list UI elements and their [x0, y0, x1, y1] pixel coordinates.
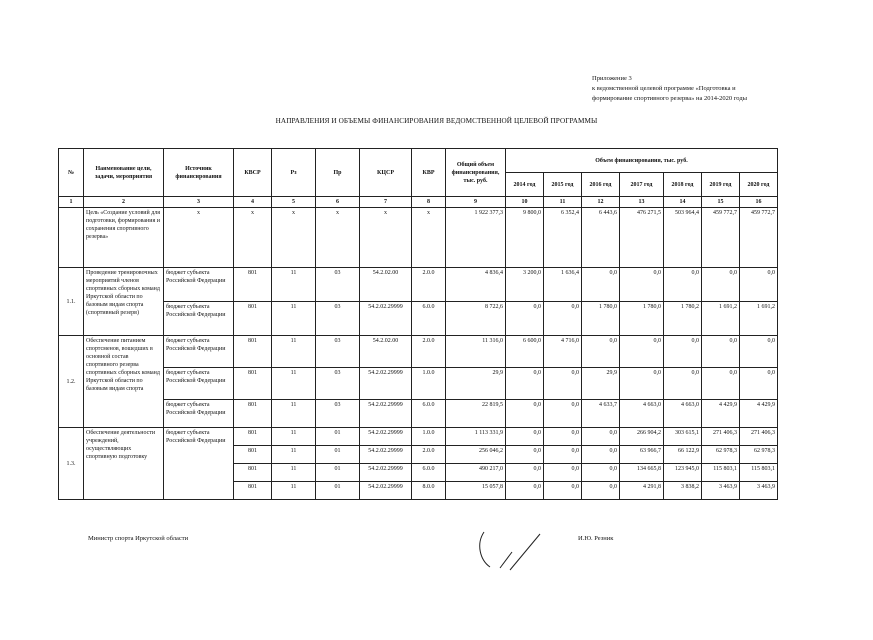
column-number: 16: [740, 197, 778, 208]
goal-x: х: [412, 208, 446, 268]
group-num: 1.2.: [59, 336, 84, 428]
row-year-value: 0,0: [664, 336, 702, 368]
table-row: [59, 302, 778, 336]
row-year-value: 0,0: [544, 368, 582, 400]
goal-x: х: [360, 208, 412, 268]
column-number: 9: [446, 197, 506, 208]
row-year-value: 0,0: [544, 428, 582, 446]
row-kvsr: 801: [234, 400, 272, 428]
row-kvr: 6.0.0: [412, 464, 446, 482]
row-total: 29,9: [446, 368, 506, 400]
row-year-value: 0,0: [740, 268, 778, 302]
column-number: 3: [164, 197, 234, 208]
row-year-value: 0,0: [702, 368, 740, 400]
column-number: 11: [544, 197, 582, 208]
row-kvsr: 801: [234, 428, 272, 446]
table-row: [59, 400, 778, 428]
row-rz: 11: [272, 302, 316, 336]
row-year-value: 123 945,0: [664, 464, 702, 482]
row-year-value: 303 615,1: [664, 428, 702, 446]
row-year-value: 4 633,7: [582, 400, 620, 428]
row-year-value: 0,0: [544, 464, 582, 482]
row-rz: 11: [272, 482, 316, 500]
goal-x: х: [164, 208, 234, 268]
row-year-value: 0,0: [544, 446, 582, 464]
row-year-value: 6 600,0: [506, 336, 544, 368]
row-rz: 11: [272, 368, 316, 400]
header-year: 2018 год: [664, 173, 702, 197]
column-number: 14: [664, 197, 702, 208]
goal-year-value: 6 352,4: [544, 208, 582, 268]
column-number: 4: [234, 197, 272, 208]
row-year-value: 4 663,0: [620, 400, 664, 428]
row-kvsr: 801: [234, 446, 272, 464]
row-pr: 03: [316, 336, 360, 368]
row-total: 22 819,5: [446, 400, 506, 428]
row-pr: 03: [316, 368, 360, 400]
financing-table-body: [59, 149, 778, 500]
row-pr: 01: [316, 464, 360, 482]
row-rz: 11: [272, 336, 316, 368]
row-year-value: 0,0: [740, 368, 778, 400]
header-source: Источник финансирования: [164, 149, 234, 197]
table-row: [59, 368, 778, 400]
header-num: №: [59, 149, 84, 197]
row-kcsr: 54.2.02.29999: [360, 302, 412, 336]
row-pr: 01: [316, 482, 360, 500]
appendix-line-2: к ведомственной целевой программе «Подготовка и: [592, 85, 736, 92]
row-total: 15 057,8: [446, 482, 506, 500]
goal-year-value: 503 964,4: [664, 208, 702, 268]
row-pr: 01: [316, 428, 360, 446]
row-year-value: 134 665,8: [620, 464, 664, 482]
header-kcsr: КЦСР: [360, 149, 412, 197]
row-total: 1 113 331,9: [446, 428, 506, 446]
row-total: 8 722,6: [446, 302, 506, 336]
table-row: [59, 268, 778, 302]
row-year-value: 0,0: [506, 446, 544, 464]
signer-name: И.Ю. Резник: [578, 535, 614, 542]
group-name: Проведение тренировочных мероприятий членов спортивных сборных команд Иркутской области по базовым видам спорта (спортивный резерв): [84, 268, 164, 336]
row-kvr: 8.0.0: [412, 482, 446, 500]
goal-year-value: 459 772,7: [740, 208, 778, 268]
group-num: 1.1.: [59, 268, 84, 336]
row-kvsr: 801: [234, 336, 272, 368]
goal-year-value: 476 271,5: [620, 208, 664, 268]
row-year-value: 266 904,2: [620, 428, 664, 446]
row-year-value: 1 691,2: [702, 302, 740, 336]
row-kcsr: 54.2.02.29999: [360, 368, 412, 400]
row-year-value: 29,9: [582, 368, 620, 400]
row-year-value: 0,0: [582, 446, 620, 464]
group-name: Обеспечение деятельности учреждений, осуществляющих спортивную подготовку: [84, 428, 164, 500]
row-kvr: 6.0.0: [412, 302, 446, 336]
header-volume: Объем финансирования, тыс. руб.: [506, 149, 778, 173]
row-year-value: 115 803,1: [740, 464, 778, 482]
row-source: бюджет субъекта Российской Федерации: [164, 400, 234, 428]
header-rz: Рз: [272, 149, 316, 197]
row-year-value: 3 200,0: [506, 268, 544, 302]
row-year-value: 0,0: [620, 368, 664, 400]
financing-table: [58, 148, 778, 500]
column-number: 12: [582, 197, 620, 208]
row-year-value: 1 780,0: [620, 302, 664, 336]
row-year-value: 66 122,9: [664, 446, 702, 464]
row-kvr: 1.0.0: [412, 368, 446, 400]
column-number: 10: [506, 197, 544, 208]
column-number: 13: [620, 197, 664, 208]
row-kcsr: 54.2.02.00: [360, 336, 412, 368]
goal-name: Цель «Создание условий для подготовки, формирования и сохранения спортивного резерва»: [84, 208, 164, 268]
header-kvr: КВР: [412, 149, 446, 197]
row-source: бюджет субъекта Российской Федерации: [164, 268, 234, 302]
row-source: бюджет субъекта Российской Федерации: [164, 302, 234, 336]
goal-num: [59, 208, 84, 268]
row-year-value: 0,0: [582, 428, 620, 446]
goal-year-value: 9 800,0: [506, 208, 544, 268]
goal-year-value: 6 443,6: [582, 208, 620, 268]
appendix-note: [592, 74, 862, 104]
row-year-value: 115 803,1: [702, 464, 740, 482]
row-year-value: 63 966,7: [620, 446, 664, 464]
row-year-value: 0,0: [506, 428, 544, 446]
header-year: 2019 год: [702, 173, 740, 197]
row-pr: 03: [316, 268, 360, 302]
column-number: 6: [316, 197, 360, 208]
row-year-value: 1 691,2: [740, 302, 778, 336]
table-row: [59, 197, 778, 208]
header-year: 2016 год: [582, 173, 620, 197]
row-rz: 11: [272, 400, 316, 428]
row-year-value: 0,0: [740, 336, 778, 368]
table-row: [59, 208, 778, 268]
minister-title: Министр спорта Иркутской области: [88, 535, 189, 542]
row-year-value: 271 406,3: [702, 428, 740, 446]
signature-image: [470, 512, 560, 572]
row-year-value: 1 636,4: [544, 268, 582, 302]
row-year-value: 0,0: [544, 400, 582, 428]
row-year-value: 0,0: [506, 482, 544, 500]
row-kvsr: 801: [234, 482, 272, 500]
row-year-value: 0,0: [506, 368, 544, 400]
row-kvsr: 801: [234, 368, 272, 400]
table-row: [59, 336, 778, 368]
row-kvr: 2.0.0: [412, 446, 446, 464]
group-source: бюджет субъекта Российской Федерации: [164, 428, 234, 500]
column-number: 1: [59, 197, 84, 208]
row-year-value: 0,0: [664, 268, 702, 302]
row-year-value: 271 406,3: [740, 428, 778, 446]
row-rz: 11: [272, 268, 316, 302]
row-year-value: 0,0: [620, 268, 664, 302]
row-kcsr: 54.2.02.29999: [360, 482, 412, 500]
row-total: 4 836,4: [446, 268, 506, 302]
row-rz: 11: [272, 428, 316, 446]
row-kcsr: 54.2.02.29999: [360, 400, 412, 428]
header-year: 2014 год: [506, 173, 544, 197]
group-num: 1.3.: [59, 428, 84, 500]
row-year-value: 4 663,0: [664, 400, 702, 428]
row-kvr: 2.0.0: [412, 336, 446, 368]
row-kvr: 6.0.0: [412, 400, 446, 428]
row-rz: 11: [272, 446, 316, 464]
header-total: Общий объем финансирования, тыс. руб.: [446, 149, 506, 197]
row-year-value: 3 838,2: [664, 482, 702, 500]
row-year-value: 0,0: [544, 302, 582, 336]
goal-x: х: [316, 208, 360, 268]
row-year-value: 3 463,9: [702, 482, 740, 500]
goal-total: 1 922 377,3: [446, 208, 506, 268]
row-year-value: 0,0: [506, 302, 544, 336]
appendix-line-1: Приложение 3: [592, 75, 632, 82]
row-year-value: 4 716,0: [544, 336, 582, 368]
table-row: [59, 428, 778, 446]
row-pr: 03: [316, 302, 360, 336]
row-year-value: 3 463,9: [740, 482, 778, 500]
row-year-value: 4 429,9: [740, 400, 778, 428]
column-number: 15: [702, 197, 740, 208]
row-year-value: 0,0: [582, 336, 620, 368]
row-total: 256 046,2: [446, 446, 506, 464]
row-year-value: 0,0: [544, 482, 582, 500]
row-year-value: 0,0: [506, 464, 544, 482]
header-kvsr: КВСР: [234, 149, 272, 197]
goal-x: х: [272, 208, 316, 268]
row-year-value: 0,0: [664, 368, 702, 400]
row-year-value: 62 978,3: [702, 446, 740, 464]
row-year-value: 0,0: [582, 464, 620, 482]
row-kvr: 2.0.0: [412, 268, 446, 302]
row-total: 490 217,0: [446, 464, 506, 482]
row-kvsr: 801: [234, 464, 272, 482]
row-year-value: 0,0: [620, 336, 664, 368]
column-number: 8: [412, 197, 446, 208]
row-kvsr: 801: [234, 302, 272, 336]
goal-x: х: [234, 208, 272, 268]
row-kcsr: 54.2.02.00: [360, 268, 412, 302]
header-name: Наименование цели, задачи, мероприятия: [84, 149, 164, 197]
row-total: 11 316,0: [446, 336, 506, 368]
row-year-value: 4 291,8: [620, 482, 664, 500]
header-year: 2017 год: [620, 173, 664, 197]
row-source: бюджет субъекта Российской Федерации: [164, 336, 234, 368]
row-year-value: 0,0: [506, 400, 544, 428]
table-row: [59, 149, 778, 173]
row-pr: 03: [316, 400, 360, 428]
row-pr: 01: [316, 446, 360, 464]
row-year-value: 62 978,3: [740, 446, 778, 464]
row-kvr: 1.0.0: [412, 428, 446, 446]
row-kcsr: 54.2.02.29999: [360, 428, 412, 446]
document-title: НАПРАВЛЕНИЯ И ОБЪЕМЫ ФИНАНСИРОВАНИЯ ВЕДОМСТВЕННОЙ ЦЕЛЕВОЙ ПРОГРАММЫ: [275, 117, 598, 125]
row-year-value: 4 429,9: [702, 400, 740, 428]
row-year-value: 0,0: [582, 482, 620, 500]
header-year: 2020 год: [740, 173, 778, 197]
row-kcsr: 54.2.02.29999: [360, 464, 412, 482]
header-year: 2015 год: [544, 173, 582, 197]
row-year-value: 0,0: [582, 268, 620, 302]
row-year-value: 0,0: [702, 268, 740, 302]
goal-year-value: 459 772,7: [702, 208, 740, 268]
column-number: 7: [360, 197, 412, 208]
row-rz: 11: [272, 464, 316, 482]
row-year-value: 0,0: [702, 336, 740, 368]
row-source: бюджет субъекта Российской Федерации: [164, 368, 234, 400]
row-year-value: 1 780,2: [664, 302, 702, 336]
row-kvsr: 801: [234, 268, 272, 302]
appendix-line-3: формирование спортивного резерва» на 2014-2020 годы: [592, 95, 747, 102]
column-number: 5: [272, 197, 316, 208]
column-number: 2: [84, 197, 164, 208]
row-year-value: 1 780,0: [582, 302, 620, 336]
header-pr: Пр: [316, 149, 360, 197]
row-kcsr: 54.2.02.29999: [360, 446, 412, 464]
group-name: Обеспечение питанием спортсменов, вошедших в основной состав спортивного резерва спортивных сборных команд Иркутской области по базовым видам спорта: [84, 336, 164, 428]
